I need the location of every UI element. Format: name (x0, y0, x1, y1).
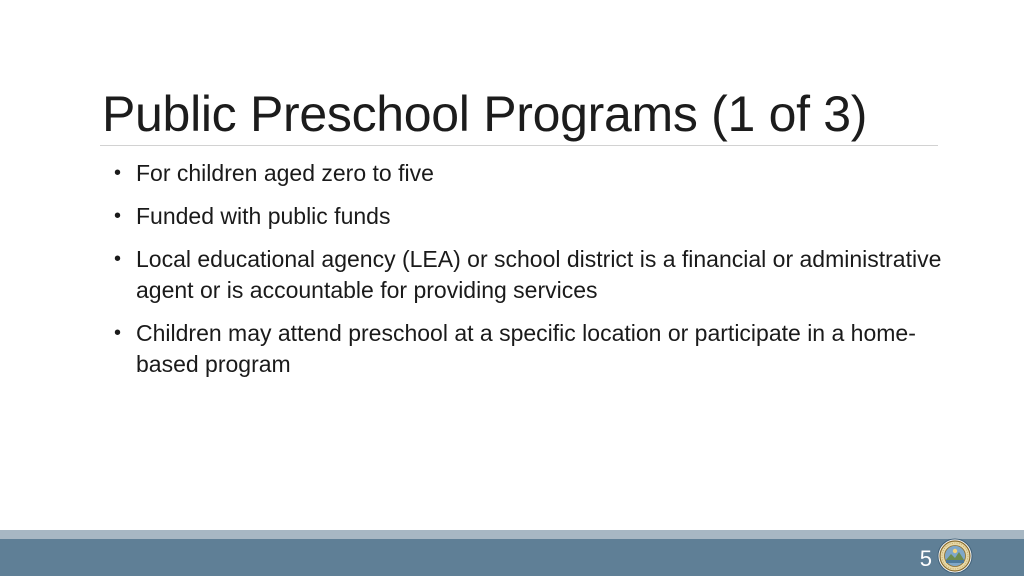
bullet-text: Funded with public funds (136, 203, 391, 229)
bullet-marker: • (114, 322, 122, 344)
bullet-text: Local educational agency (LEA) or school district is a financial or administrative agent or is accountable for providing services (136, 246, 942, 303)
title-divider (100, 145, 938, 146)
bullet-item (114, 244, 944, 306)
bullet-item (114, 158, 944, 189)
bullet-item (114, 201, 944, 232)
bullet-marker: • (114, 248, 122, 270)
bullet-marker: • (114, 162, 122, 184)
bullet-text: Children may attend preschool at a specific location or participate in a home-based program (136, 320, 916, 377)
bullet-item (114, 318, 944, 380)
bullet-marker: • (114, 205, 122, 227)
footer-accent-stripe (0, 530, 1024, 539)
page-number: 5 (919, 546, 932, 571)
slide-title: Public Preschool Programs (1 of 3) (102, 86, 868, 142)
bullet-list (114, 158, 944, 392)
bullet-text: For children aged zero to five (136, 160, 434, 186)
state-seal-icon (937, 538, 973, 574)
